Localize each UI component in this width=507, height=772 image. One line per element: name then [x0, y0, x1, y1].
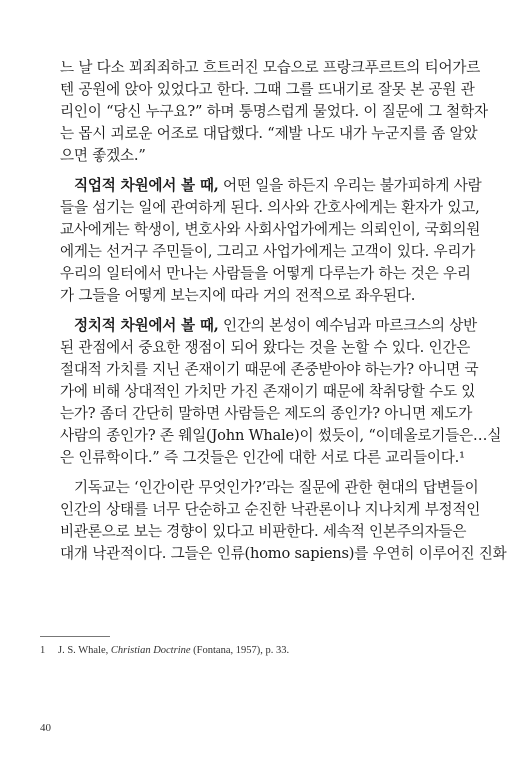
- text-run: 어떤 일을 하든지 우리는 불가피하게 사람: [218, 177, 482, 194]
- footnote-divider: [40, 636, 110, 637]
- text-line: 비관론으로 보는 경향이 있다고 비판한다. 세속적 인본주의자들은: [60, 523, 467, 540]
- text-line: 가 그들을 어떻게 보는지에 따라 거의 전적으로 좌우된다.: [60, 287, 416, 304]
- text-line: [74, 316, 478, 336]
- text-line: 된 관점에서 중요한 쟁점이 되어 왔다는 것을 논할 수 있다. 인간은: [60, 339, 471, 356]
- footnote-author: J. S. Whale,: [58, 645, 111, 656]
- text-line: 교사에게는 학생이, 변호사와 사회사업가에게는 의뢰인이, 국회의원: [60, 221, 481, 238]
- text-line: [74, 176, 482, 196]
- text-line: 은 인류학이다.” 즉 그것들은 인간에 대한 서로 다른 교리들이다.¹: [60, 449, 465, 466]
- text-line: 으면 좋겠소.”: [60, 147, 146, 164]
- paragraph-lead: 직업적 차원에서 볼 때,: [74, 177, 219, 194]
- text-line: 인간의 상태를 너무 단순하고 순진한 낙관론이나 지나치게 부정적인: [60, 501, 481, 518]
- text-line: 들을 섬기는 일에 관여하게 된다. 의사와 간호사에게는 환자가 있고,: [60, 199, 480, 216]
- footnote-number: 1: [40, 645, 46, 656]
- text-line: 사람의 종인가? 존 웨일(John Whale)이 썼듯이, “이데올로기들은…실: [60, 427, 502, 444]
- text-line: 우리의 일터에서 만나는 사람들을 어떻게 다루는가 하는 것은 우리: [60, 265, 471, 282]
- text-line: 에게는 선거구 주민들이, 그리고 사업가에게는 고객이 있다. 우리가: [60, 243, 476, 260]
- text-run: 인간의 본성이 예수님과 마르크스의 상반: [218, 317, 478, 334]
- text-line: 절대적 가치를 지닌 존재이기 때문에 존중받아야 하는가? 아니면 국: [60, 361, 479, 378]
- footnote-publication: (Fontana, 1957), p. 33.: [190, 645, 290, 656]
- text-line: 는 몹시 괴로운 어조로 대답했다. “제발 나도 내가 누군지를 좀 알았: [60, 125, 478, 142]
- text-line: 느 날 다소 꾀죄죄하고 흐트러진 모습으로 프랑크푸르트의 티어가르: [60, 59, 481, 76]
- text-line: 가에 비해 상대적인 가치만 가진 존재이기 때문에 착취당할 수도 있: [60, 383, 476, 400]
- text-line: 리인이 “당신 누구요?” 하며 퉁명스럽게 물었다. 이 질문에 그 철학자: [60, 103, 488, 120]
- text-line: 기독교는 ‘인간이란 무엇인가?’라는 질문에 관한 현대의 답변들이: [74, 479, 479, 496]
- text-line: 대개 낙관적이다. 그들은 인류(homo sapiens)를 우연히 이루어진 진화: [60, 545, 507, 562]
- paragraph-lead: 정치적 차원에서 볼 때,: [74, 317, 219, 334]
- footnote-title: Christian Doctrine: [110, 645, 191, 656]
- page-number: 40: [40, 722, 51, 734]
- text-line: 는가? 좀더 간단히 말하면 사람들은 제도의 종인가? 아니면 제도가: [60, 405, 473, 422]
- text-line: 텐 공원에 앉아 있었다고 한다. 그때 그를 뜨내기로 잘못 본 공원 관: [60, 81, 475, 98]
- footnote: [40, 644, 440, 658]
